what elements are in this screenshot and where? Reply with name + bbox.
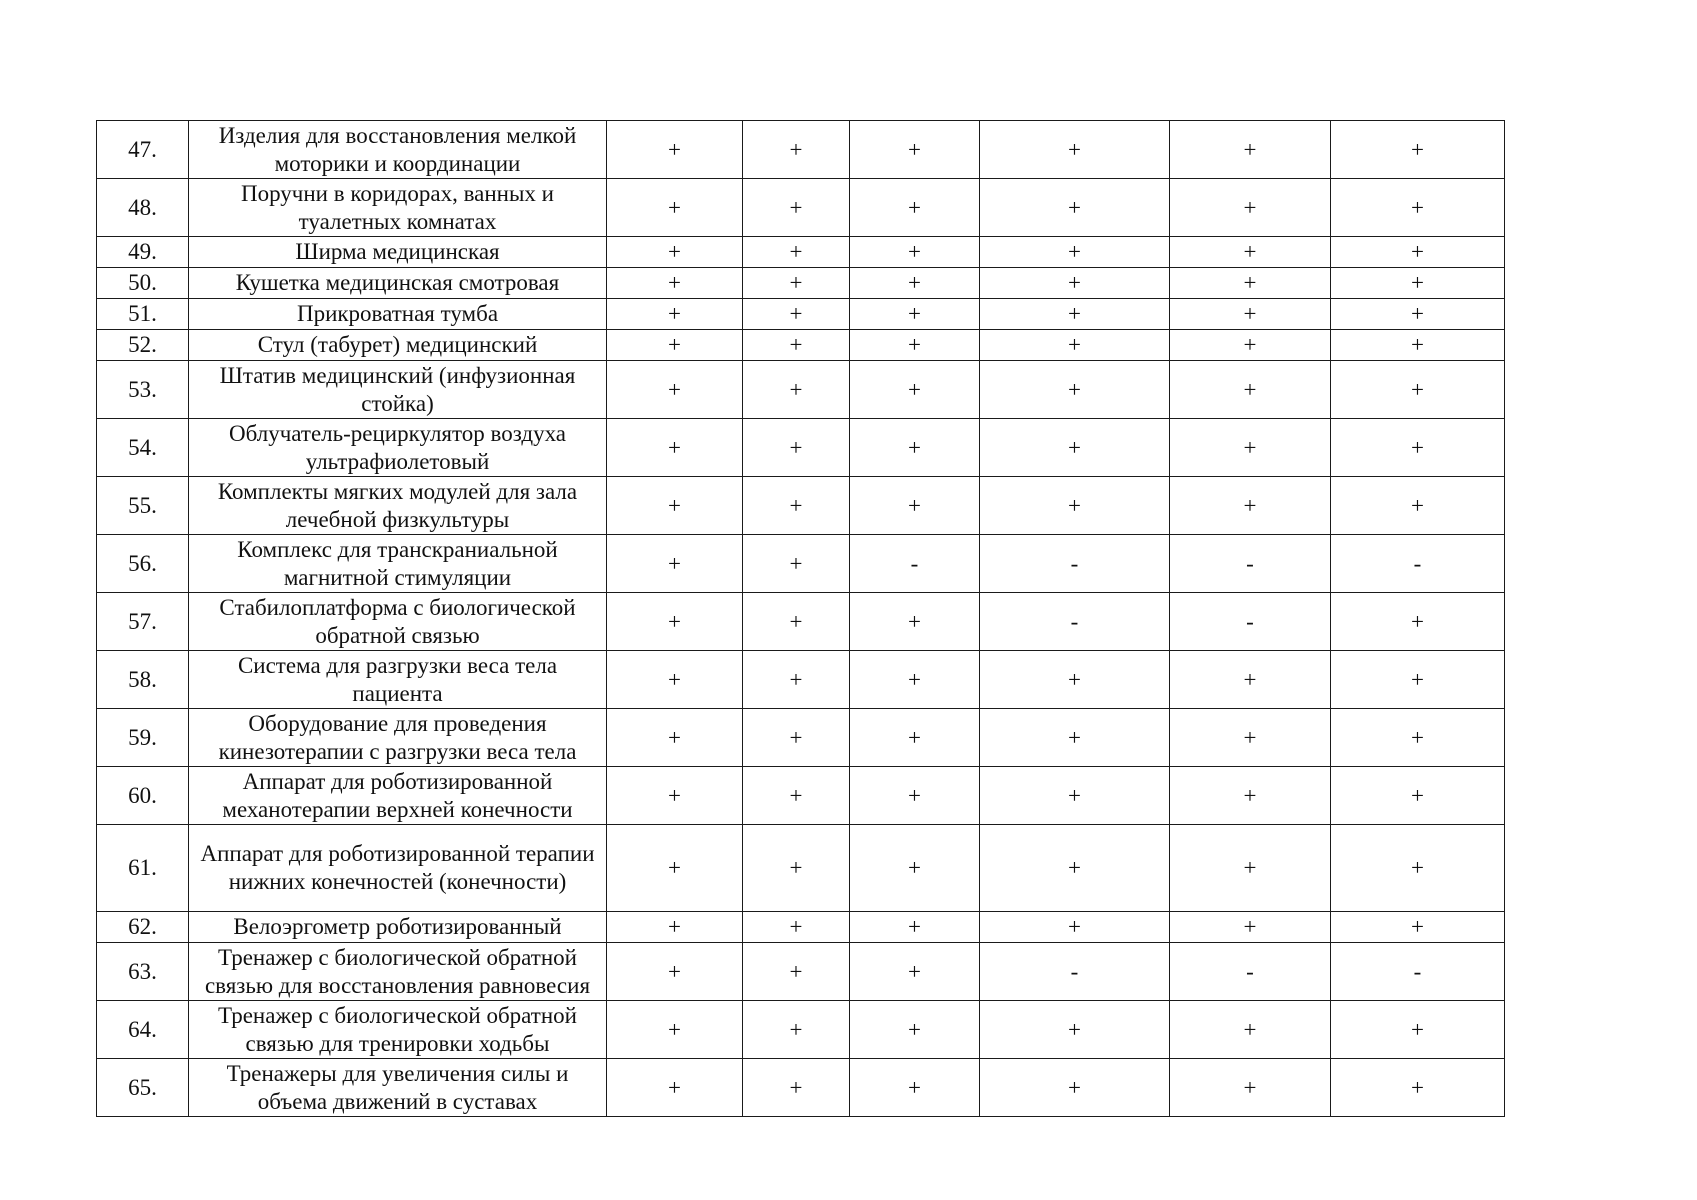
availability-mark: +: [607, 1001, 743, 1059]
availability-mark: +: [743, 535, 850, 593]
row-number: 51.: [97, 299, 189, 330]
table-row: [97, 299, 1505, 330]
availability-mark: +: [850, 943, 980, 1001]
availability-mark: +: [1331, 121, 1505, 179]
availability-mark: +: [743, 943, 850, 1001]
equipment-name: Оборудование для проведения кинезотерапии с разгрузки веса тела: [189, 709, 607, 767]
availability-mark: +: [980, 767, 1170, 825]
availability-mark: +: [1331, 1059, 1505, 1117]
availability-mark: +: [1331, 330, 1505, 361]
availability-mark: +: [607, 912, 743, 943]
table-row: [97, 179, 1505, 237]
availability-mark: +: [607, 419, 743, 477]
availability-mark: +: [607, 1059, 743, 1117]
availability-mark: +: [607, 943, 743, 1001]
availability-mark: +: [850, 330, 980, 361]
availability-mark: +: [607, 477, 743, 535]
availability-mark: +: [1170, 825, 1331, 912]
availability-mark: +: [607, 268, 743, 299]
availability-mark: +: [980, 1059, 1170, 1117]
equipment-name: Тренажер с биологической обратной связью для тренировки ходьбы: [189, 1001, 607, 1059]
table-row: [97, 767, 1505, 825]
availability-mark: +: [1170, 330, 1331, 361]
availability-mark: -: [1170, 593, 1331, 651]
availability-mark: +: [850, 651, 980, 709]
availability-mark: +: [607, 825, 743, 912]
availability-mark: +: [1170, 912, 1331, 943]
table-row: [97, 1059, 1505, 1117]
availability-mark: +: [607, 767, 743, 825]
availability-mark: +: [1331, 825, 1505, 912]
equipment-name: Прикроватная тумба: [189, 299, 607, 330]
availability-mark: +: [1331, 237, 1505, 268]
availability-mark: +: [743, 330, 850, 361]
equipment-name: Кушетка медицинская смотровая: [189, 268, 607, 299]
availability-mark: +: [980, 1001, 1170, 1059]
equipment-name: Комплекты мягких модулей для зала лечебной физкультуры: [189, 477, 607, 535]
availability-mark: +: [1170, 477, 1331, 535]
availability-mark: +: [1331, 179, 1505, 237]
availability-mark: +: [1170, 1059, 1331, 1117]
availability-mark: +: [850, 709, 980, 767]
availability-mark: +: [1170, 709, 1331, 767]
availability-mark: +: [1331, 268, 1505, 299]
row-number: 48.: [97, 179, 189, 237]
availability-mark: +: [607, 237, 743, 268]
table-row: [97, 268, 1505, 299]
availability-mark: +: [743, 593, 850, 651]
row-number: 58.: [97, 651, 189, 709]
equipment-name: Комплекс для транскраниальной магнитной стимуляции: [189, 535, 607, 593]
availability-mark: +: [607, 299, 743, 330]
equipment-name: Тренажер с биологической обратной связью для восстановления равновесия: [189, 943, 607, 1001]
availability-mark: +: [850, 912, 980, 943]
availability-mark: +: [743, 361, 850, 419]
availability-mark: +: [1331, 912, 1505, 943]
equipment-name: Облучатель-рециркулятор воздуха ультрафиолетовый: [189, 419, 607, 477]
availability-mark: +: [607, 330, 743, 361]
availability-mark: +: [1331, 419, 1505, 477]
availability-mark: +: [980, 651, 1170, 709]
table-row: [97, 330, 1505, 361]
availability-mark: +: [743, 1001, 850, 1059]
availability-mark: +: [980, 237, 1170, 268]
availability-mark: +: [743, 419, 850, 477]
equipment-name: Поручни в коридорах, ванных и туалетных комнатах: [189, 179, 607, 237]
availability-mark: +: [607, 651, 743, 709]
table-body: [97, 121, 1505, 1117]
table-row: [97, 593, 1505, 651]
equipment-name: Аппарат для роботизированной механотерапии верхней конечности: [189, 767, 607, 825]
row-number: 60.: [97, 767, 189, 825]
row-number: 53.: [97, 361, 189, 419]
table-row: [97, 943, 1505, 1001]
availability-mark: +: [980, 299, 1170, 330]
row-number: 55.: [97, 477, 189, 535]
availability-mark: +: [607, 121, 743, 179]
equipment-name: Ширма медицинская: [189, 237, 607, 268]
availability-mark: +: [743, 1059, 850, 1117]
availability-mark: -: [1331, 943, 1505, 1001]
availability-mark: +: [980, 361, 1170, 419]
availability-mark: +: [850, 1059, 980, 1117]
availability-mark: -: [980, 943, 1170, 1001]
availability-mark: +: [850, 361, 980, 419]
availability-mark: +: [743, 299, 850, 330]
availability-mark: +: [1170, 361, 1331, 419]
availability-mark: +: [607, 361, 743, 419]
availability-mark: +: [980, 912, 1170, 943]
row-number: 65.: [97, 1059, 189, 1117]
equipment-name: Штатив медицинский (инфузионная стойка): [189, 361, 607, 419]
availability-mark: +: [850, 419, 980, 477]
row-number: 56.: [97, 535, 189, 593]
availability-mark: +: [980, 268, 1170, 299]
equipment-name: Аппарат для роботизированной терапии нижних конечностей (конечности): [189, 825, 607, 912]
availability-mark: -: [1170, 943, 1331, 1001]
availability-mark: +: [1331, 361, 1505, 419]
row-number: 59.: [97, 709, 189, 767]
row-number: 52.: [97, 330, 189, 361]
table-row: [97, 709, 1505, 767]
availability-mark: +: [850, 237, 980, 268]
availability-mark: +: [850, 121, 980, 179]
table-row: [97, 361, 1505, 419]
equipment-name: Велоэргометр роботизированный: [189, 912, 607, 943]
availability-mark: -: [1170, 535, 1331, 593]
equipment-name: Стабилоплатформа с биологической обратной связью: [189, 593, 607, 651]
availability-mark: +: [980, 121, 1170, 179]
table-row: [97, 477, 1505, 535]
row-number: 61.: [97, 825, 189, 912]
row-number: 63.: [97, 943, 189, 1001]
availability-mark: +: [980, 419, 1170, 477]
availability-mark: +: [1331, 1001, 1505, 1059]
availability-mark: +: [1170, 767, 1331, 825]
availability-mark: +: [743, 709, 850, 767]
availability-mark: -: [1331, 535, 1505, 593]
availability-mark: +: [1170, 419, 1331, 477]
availability-mark: +: [850, 1001, 980, 1059]
availability-mark: +: [743, 912, 850, 943]
availability-mark: +: [743, 121, 850, 179]
availability-mark: +: [743, 268, 850, 299]
availability-mark: +: [1331, 709, 1505, 767]
availability-mark: +: [607, 179, 743, 237]
availability-mark: +: [743, 237, 850, 268]
equipment-name: Изделия для восстановления мелкой моторики и координации: [189, 121, 607, 179]
availability-mark: +: [1170, 299, 1331, 330]
availability-mark: +: [1170, 179, 1331, 237]
table-row: [97, 419, 1505, 477]
availability-mark: +: [850, 477, 980, 535]
availability-mark: +: [743, 767, 850, 825]
availability-mark: +: [743, 179, 850, 237]
availability-mark: +: [980, 477, 1170, 535]
availability-mark: +: [1170, 237, 1331, 268]
availability-mark: +: [607, 535, 743, 593]
availability-mark: +: [980, 179, 1170, 237]
availability-mark: +: [850, 179, 980, 237]
table-row: [97, 825, 1505, 912]
equipment-table: [96, 120, 1505, 1117]
availability-mark: -: [850, 535, 980, 593]
table-row: [97, 237, 1505, 268]
availability-mark: +: [743, 825, 850, 912]
table-row: [97, 651, 1505, 709]
row-number: 62.: [97, 912, 189, 943]
availability-mark: +: [1170, 121, 1331, 179]
row-number: 54.: [97, 419, 189, 477]
availability-mark: +: [850, 299, 980, 330]
availability-mark: +: [743, 651, 850, 709]
availability-mark: +: [850, 593, 980, 651]
availability-mark: +: [980, 709, 1170, 767]
row-number: 49.: [97, 237, 189, 268]
availability-mark: +: [1331, 651, 1505, 709]
table-row: [97, 1001, 1505, 1059]
availability-mark: +: [850, 767, 980, 825]
availability-mark: -: [980, 593, 1170, 651]
row-number: 57.: [97, 593, 189, 651]
availability-mark: +: [743, 477, 850, 535]
table-row: [97, 535, 1505, 593]
availability-mark: +: [1170, 651, 1331, 709]
table-row: [97, 121, 1505, 179]
equipment-name: Система для разгрузки веса тела пациента: [189, 651, 607, 709]
availability-mark: +: [850, 825, 980, 912]
equipment-name: Стул (табурет) медицинский: [189, 330, 607, 361]
table-row: [97, 912, 1505, 943]
availability-mark: +: [1170, 1001, 1331, 1059]
availability-mark: +: [980, 825, 1170, 912]
availability-mark: +: [1170, 268, 1331, 299]
row-number: 64.: [97, 1001, 189, 1059]
availability-mark: +: [850, 268, 980, 299]
row-number: 50.: [97, 268, 189, 299]
availability-mark: +: [980, 330, 1170, 361]
availability-mark: +: [1331, 299, 1505, 330]
availability-mark: +: [1331, 593, 1505, 651]
equipment-name: Тренажеры для увеличения силы и объема движений в суставах: [189, 1059, 607, 1117]
availability-mark: +: [607, 709, 743, 767]
availability-mark: +: [1331, 767, 1505, 825]
row-number: 47.: [97, 121, 189, 179]
availability-mark: +: [1331, 477, 1505, 535]
availability-mark: +: [607, 593, 743, 651]
availability-mark: -: [980, 535, 1170, 593]
